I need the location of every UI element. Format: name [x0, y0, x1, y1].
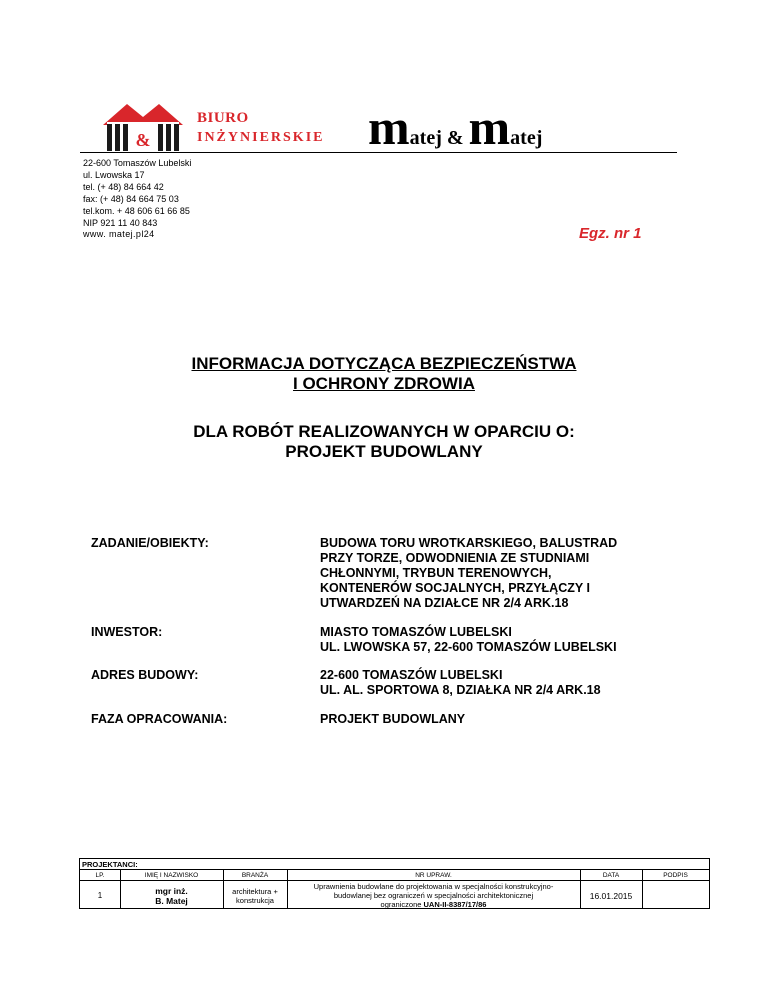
firm-word-2: atej	[510, 127, 543, 149]
zadanie-line: UTWARDZEŃ NA DZIAŁCE NR 2/4 ARK.18	[320, 596, 569, 610]
document-title-line-2: I OCHRONY ZDROWIA	[293, 374, 475, 393]
cell-upraw-line-2: budowlanej bez ograniczeń w specjalności architektonicznej	[333, 891, 534, 900]
document-subtitle	[0, 422, 768, 462]
zadanie-label: ZADANIE/OBIEKTY:	[91, 536, 209, 550]
cell-name-line-2: B. Matej	[155, 895, 188, 906]
firm-initial-1: m	[368, 99, 410, 155]
contact-fax: fax: (+ 48) 84 664 75 03	[83, 194, 179, 204]
contact-block	[83, 157, 191, 229]
company-logo	[101, 100, 185, 152]
firm-name	[368, 99, 543, 155]
adres-line: 22-600 TOMASZÓW LUBELSKI	[320, 668, 503, 682]
col-header-branza: BRANŻA	[241, 872, 269, 879]
contact-mobile: tel.kom. + 48 606 61 66 85	[83, 206, 190, 216]
cell-lp: 1	[97, 891, 103, 900]
contact-street: ul. Lwowska 17	[83, 170, 145, 180]
header-rule	[80, 152, 677, 153]
zadanie-line: KONTENERÓW SOCJALNYCH, PRZYŁĄCZY I	[320, 581, 590, 595]
zadanie-line: PRZY TORZE, ODWODNIENIA ZE STUDNIAMI	[320, 551, 590, 565]
zadanie-value	[320, 536, 617, 611]
cell-podpis	[642, 881, 709, 910]
firm-word-1: atej &	[409, 127, 469, 149]
cell-branza-line-1: architektura +	[232, 886, 278, 896]
faza-label: FAZA OPRACOWANIA:	[91, 712, 228, 726]
adres-value	[320, 668, 601, 698]
inwestor-line: MIASTO TOMASZÓW LUBELSKI	[320, 625, 512, 639]
faza-value: PROJEKT BUDOWLANY	[320, 712, 466, 726]
website-link[interactable]: www. matej.pl24	[83, 229, 155, 239]
cell-upraw	[287, 881, 580, 910]
inwestor-value	[320, 625, 617, 655]
col-header-name: IMIĘ I NAZWISKO	[144, 872, 199, 879]
adres-line: UL. AL. SPORTOWA 8, DZIAŁKA NR 2/4 ARK.18	[320, 683, 601, 697]
cell-upraw-line-1: Uprawnienia budowlane do projektowania w specjalności konstrukcyjno-	[313, 882, 554, 891]
zadanie-line: BUDOWA TORU WROTKARSKIEGO, BALUSTRAD	[320, 536, 618, 550]
copy-number: Egz. nr 1	[579, 225, 642, 242]
col-header-lp: LP.	[95, 872, 105, 879]
biuro-label: BIURO	[197, 110, 249, 126]
col-header-upraw: NR UPRAW.	[415, 872, 452, 879]
cell-name	[120, 881, 223, 910]
document-subtitle-line-1: DLA ROBÓT REALIZOWANYCH W OPARCIU O:	[193, 422, 575, 441]
document-title	[0, 354, 768, 394]
contact-nip: NIP 921 11 40 843	[83, 218, 158, 228]
inwestor-line: UL. LWOWSKA 57, 22-600 TOMASZÓW LUBELSKI	[320, 640, 617, 654]
cell-upraw-prefix: ograniczone	[380, 900, 424, 909]
inzynierskie-label: INŻYNIERSKIE	[197, 130, 325, 145]
designers-table-title: PROJEKTANCI:	[82, 860, 138, 869]
col-header-podpis: PODPIS	[663, 872, 688, 879]
contact-tel: tel. (+ 48) 84 664 42	[83, 182, 164, 192]
designers-table	[79, 858, 710, 909]
document-subtitle-line-2: PROJEKT BUDOWLANY	[285, 442, 483, 461]
cell-upraw-line-3	[381, 900, 487, 909]
firm-initial-2: m	[468, 99, 511, 155]
cell-upraw-number: UAN-II-8387/17/86	[423, 900, 487, 909]
svg-text:&: &	[135, 130, 151, 150]
cell-name-line-1: mgr inż.	[155, 885, 188, 896]
cell-branza-line-2: konstrukcja	[236, 895, 274, 905]
cell-data: 16.01.2015	[589, 890, 633, 901]
document-title-line-1: INFORMACJA DOTYCZĄCA BEZPIECZEŃSTWA	[191, 354, 577, 373]
adres-label: ADRES BUDOWY:	[91, 668, 199, 682]
col-header-data: DATA	[602, 872, 620, 879]
contact-address: 22-600 Tomaszów Lubelski	[83, 158, 192, 168]
zadanie-line: CHŁONNYMI, TRYBUN TERENOWYCH,	[320, 566, 552, 580]
cell-branza	[223, 881, 287, 910]
inwestor-label: INWESTOR:	[91, 625, 163, 639]
